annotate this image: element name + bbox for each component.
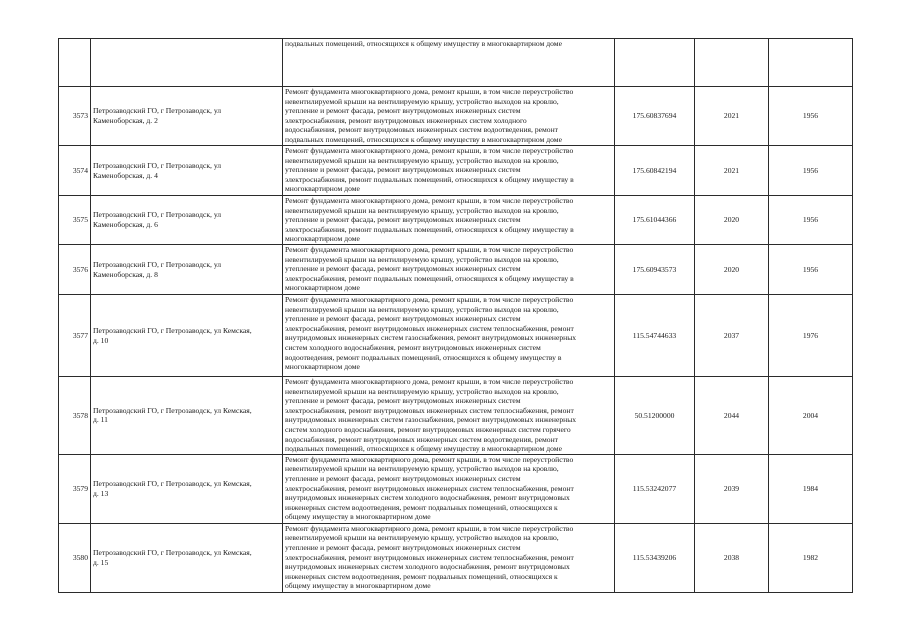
address-cell xyxy=(91,87,283,146)
works-line: электроснабжения, ремонт внутридомовых инженерных систем теплоснабжения, ремонт xyxy=(285,323,574,333)
cost-value: 175.60842194 xyxy=(632,165,677,175)
row-number-cell xyxy=(59,245,91,295)
works-line: электроснабжения, ремонт внутридомовых инженерных систем теплоснабжения, ремонт xyxy=(285,552,574,562)
built-year-cell xyxy=(769,295,853,377)
address-line: Петрозаводский ГО, г Петрозаводск, ул xyxy=(93,106,222,116)
table-row xyxy=(59,39,853,87)
works-line: электроснабжения, ремонт внутридомовых инженерных систем холодного xyxy=(285,115,527,125)
works-cell xyxy=(283,87,615,146)
built-year: 1956 xyxy=(802,264,819,274)
cost-value: 175.60837694 xyxy=(632,111,677,121)
built-year: 1956 xyxy=(802,111,819,121)
works-line: инженерных систем водоотведения, ремонт подвальных помещений, относящихся к xyxy=(285,571,558,581)
address-line: Петрозаводский ГО, г Петрозаводск, ул Кемская, xyxy=(93,325,252,335)
planned-year-cell xyxy=(695,245,769,295)
cost-cell xyxy=(615,454,695,523)
address-line: Каменоборская, д. 2 xyxy=(93,116,158,125)
planned-year-cell xyxy=(695,377,769,455)
built-year-cell xyxy=(769,39,853,87)
cost-cell xyxy=(615,245,695,295)
works-cell xyxy=(283,146,615,196)
works-line: электроснабжения, ремонт подвальных помещений, относящихся к общему имуществу в xyxy=(285,174,574,184)
row-number: 3580 xyxy=(72,552,88,562)
table-row xyxy=(59,523,853,592)
works-line: многоквартирном доме xyxy=(285,184,360,194)
planned-year: 2038 xyxy=(723,552,740,562)
planned-year: 2020 xyxy=(723,264,740,274)
works-cell xyxy=(283,377,615,455)
table-row xyxy=(59,454,853,523)
works-line: многоквартирном доме xyxy=(285,283,360,293)
works-cell xyxy=(283,523,615,592)
works-line: Ремонт фундамента многоквартирного дома, ремонт крыши, в том числе переустройство xyxy=(285,295,574,304)
planned-year: 2021 xyxy=(723,165,740,175)
built-year: 1976 xyxy=(802,330,819,340)
row-number-cell xyxy=(59,39,91,87)
works-line: утепление и ремонт фасада, ремонт внутридомовых инженерных систем xyxy=(285,215,521,225)
works-cell xyxy=(283,39,615,87)
works-cell xyxy=(283,295,615,377)
works-line: внутридомовых инженерных систем газоснабжения, ремонт внутридомовых инженерных xyxy=(285,333,577,343)
address-line: Петрозаводский ГО, г Петрозаводск, ул Кемская, xyxy=(93,479,252,489)
works-line: утепление и ремонт фасада, ремонт внутридомовых инженерных систем xyxy=(285,542,521,552)
works-line: систем холодного водоснабжения, ремонт внутридомовых инженерных систем горячего xyxy=(285,424,571,434)
works-line: Ремонт фундамента многоквартирного дома, ремонт крыши, в том числе переустройство xyxy=(285,87,574,96)
row-number: 3578 xyxy=(72,410,88,420)
planned-year-cell xyxy=(695,39,769,87)
works-line: внутридомовых инженерных систем холодного водоснабжения, ремонт внутридомовых xyxy=(285,562,570,572)
address-line: д. 11 xyxy=(93,415,108,425)
works-line: подвальных помещений, относящихся к общему имуществу в многоквартирном доме xyxy=(285,39,562,48)
works-line: Ремонт фундамента многоквартирного дома, ремонт крыши, в том числе переустройство xyxy=(285,146,574,155)
address-line: Петрозаводский ГО, г Петрозаводск, ул xyxy=(93,160,222,170)
row-number: 3574 xyxy=(72,165,88,175)
works-line: подвальных помещений, относящихся к общему имуществу в многоквартирном доме xyxy=(285,134,562,144)
works-line: Ремонт фундамента многоквартирного дома, ремонт крыши, в том числе переустройство xyxy=(285,523,574,533)
works-line: невентилируемой крыши на вентилируемую крышу, устройство выходов на кровлю, xyxy=(285,533,559,543)
works-line: многоквартирном доме xyxy=(285,362,360,372)
planned-year-cell xyxy=(695,146,769,196)
row-number: 3573 xyxy=(72,111,88,121)
works-line: невентилируемой крыши на вентилируемую крышу, устройство выходов на кровлю, xyxy=(285,155,559,165)
works-line: электроснабжения, ремонт подвальных помещений, относящихся к общему имуществу в xyxy=(285,224,574,234)
address-line: д. 13 xyxy=(93,488,109,498)
cost-cell xyxy=(615,196,695,245)
cost-cell xyxy=(615,146,695,196)
built-year: 1956 xyxy=(802,215,819,225)
works-line: внутридомовых инженерных систем газоснабжения, ремонт внутридомовых инженерных xyxy=(285,415,577,425)
works-line: подвальных помещений, относящихся к общему имуществу в многоквартирном доме xyxy=(285,444,562,454)
planned-year: 2044 xyxy=(723,410,740,420)
works-line: Ремонт фундамента многоквартирного дома, ремонт крыши, в том числе переустройство xyxy=(285,245,574,254)
works-cell xyxy=(283,454,615,523)
planned-year-cell xyxy=(695,196,769,245)
address-line: д. 10 xyxy=(93,335,109,345)
address-cell xyxy=(91,146,283,196)
row-number-cell xyxy=(59,146,91,196)
address-cell xyxy=(91,245,283,295)
works-line: систем холодного водоснабжения, ремонт внутридомовых инженерных систем xyxy=(285,342,541,352)
planned-year: 2039 xyxy=(723,483,740,493)
cost-cell xyxy=(615,523,695,592)
works-line: невентилируемой крыши на вентилируемую крышу, устройство выходов на кровлю, xyxy=(285,386,559,396)
planned-year: 2020 xyxy=(723,215,740,225)
built-year: 1982 xyxy=(802,552,819,562)
address-line: д. 15 xyxy=(93,557,109,567)
cost-value: 115.53242077 xyxy=(632,483,677,493)
address-line: Петрозаводский ГО, г Петрозаводск, ул Кемская, xyxy=(93,548,252,558)
address-line: Петрозаводский ГО, г Петрозаводск, ул Кемская, xyxy=(93,405,252,415)
works-line: утепление и ремонт фасада, ремонт внутридомовых инженерных систем xyxy=(285,264,521,274)
works-line: утепление и ремонт фасада, ремонт внутридомовых инженерных систем xyxy=(285,473,521,483)
row-number-cell xyxy=(59,454,91,523)
address-cell xyxy=(91,377,283,455)
built-year: 1984 xyxy=(802,483,819,493)
works-line: невентилируемой крыши на вентилируемую крышу, устройство выходов на кровлю, xyxy=(285,96,559,106)
built-year-cell xyxy=(769,196,853,245)
cost-value: 115.53439206 xyxy=(632,552,677,562)
address-line: Каменоборская, д. 4 xyxy=(93,170,158,180)
built-year-cell xyxy=(769,87,853,146)
works-line: внутридомовых инженерных систем холодного водоснабжения, ремонт внутридомовых xyxy=(285,493,570,503)
row-number-cell xyxy=(59,87,91,146)
cost-value: 175.60943573 xyxy=(632,264,677,274)
works-cell xyxy=(283,196,615,245)
built-year-cell xyxy=(769,245,853,295)
planned-year: 2037 xyxy=(723,330,740,340)
works-cell xyxy=(283,245,615,295)
works-line: утепление и ремонт фасада, ремонт внутридомовых инженерных систем xyxy=(285,396,521,406)
table-row xyxy=(59,245,853,295)
built-year-cell xyxy=(769,146,853,196)
works-line: утепление и ремонт фасада, ремонт внутридомовых инженерных систем xyxy=(285,165,521,175)
works-line: Ремонт фундамента многоквартирного дома, ремонт крыши, в том числе переустройство xyxy=(285,454,574,464)
works-line: электроснабжения, ремонт внутридомовых инженерных систем теплоснабжения, ремонт xyxy=(285,405,574,415)
address-cell xyxy=(91,454,283,523)
planned-year-cell xyxy=(695,523,769,592)
works-line: невентилируемой крыши на вентилируемую крышу, устройство выходов на кровлю, xyxy=(285,254,559,264)
planned-year-cell xyxy=(695,295,769,377)
works-line: Ремонт фундамента многоквартирного дома, ремонт крыши, в том числе переустройство xyxy=(285,377,574,386)
cost-cell xyxy=(615,39,695,87)
planned-year-cell xyxy=(695,87,769,146)
built-year-cell xyxy=(769,523,853,592)
row-number: 3579 xyxy=(72,483,88,493)
row-number: 3577 xyxy=(72,330,88,340)
cost-value: 115.54744633 xyxy=(632,330,677,340)
address-cell xyxy=(91,295,283,377)
table-row xyxy=(59,377,853,455)
built-year: 1956 xyxy=(802,165,819,175)
table-row xyxy=(59,146,853,196)
works-line: электроснабжения, ремонт внутридомовых инженерных систем теплоснабжения, ремонт xyxy=(285,483,574,493)
cost-cell xyxy=(615,295,695,377)
works-line: невентилируемой крыши на вентилируемую крышу, устройство выходов на кровлю, xyxy=(285,464,559,474)
built-year-cell xyxy=(769,454,853,523)
works-line: Ремонт фундамента многоквартирного дома, ремонт крыши, в том числе переустройство xyxy=(285,196,574,205)
works-line: водоснабжения, ремонт внутридомовых инженерных систем водоотведения, ремонт xyxy=(285,434,558,444)
cost-value: 50.51200000 xyxy=(634,410,675,420)
row-number-cell xyxy=(59,196,91,245)
works-line: многоквартирном доме xyxy=(285,234,360,244)
row-number-cell xyxy=(59,377,91,455)
works-line: утепление и ремонт фасада, ремонт внутридомовых инженерных систем xyxy=(285,106,521,116)
address-line: Каменоборская, д. 6 xyxy=(93,220,158,229)
table-body xyxy=(59,39,853,593)
address-line: Каменоборская, д. 8 xyxy=(93,269,158,279)
cost-cell xyxy=(615,377,695,455)
works-line: водоснабжения, ремонт внутридомовых инженерных систем водоотведения, ремонт xyxy=(285,125,558,135)
works-line: невентилируемой крыши на вентилируемую крышу, устройство выходов на кровлю, xyxy=(285,304,559,314)
table-row xyxy=(59,87,853,146)
row-number: 3575 xyxy=(72,215,88,225)
address-cell xyxy=(91,523,283,592)
planned-year-cell xyxy=(695,454,769,523)
works-line: инженерных систем водоотведения, ремонт подвальных помещений, относящихся к xyxy=(285,502,558,512)
address-line: Петрозаводский ГО, г Петрозаводск, ул xyxy=(93,210,222,220)
address-cell xyxy=(91,196,283,245)
built-year: 2004 xyxy=(802,410,819,420)
table-row xyxy=(59,295,853,377)
capital-repair-table xyxy=(58,38,853,593)
works-line: электроснабжения, ремонт подвальных помещений, относящихся к общему имуществу в xyxy=(285,273,574,283)
cost-value: 175.61044366 xyxy=(632,215,677,225)
row-number: 3576 xyxy=(72,264,88,274)
works-line: водоотведения, ремонт подвальных помещений, относящихся к общему имуществу в xyxy=(285,352,562,362)
works-line: утепление и ремонт фасада, ремонт внутридомовых инженерных систем xyxy=(285,314,521,324)
row-number-cell xyxy=(59,295,91,377)
address-cell xyxy=(91,39,283,87)
planned-year: 2021 xyxy=(723,111,740,121)
table-row xyxy=(59,196,853,245)
row-number-cell xyxy=(59,523,91,592)
cost-cell xyxy=(615,87,695,146)
works-line: общему имуществу в многоквартирном доме xyxy=(285,512,431,522)
built-year-cell xyxy=(769,377,853,455)
address-line: Петрозаводский ГО, г Петрозаводск, ул xyxy=(93,259,222,269)
works-line: невентилируемой крыши на вентилируемую крышу, устройство выходов на кровлю, xyxy=(285,205,559,215)
works-line: общему имуществу в многоквартирном доме xyxy=(285,581,431,591)
